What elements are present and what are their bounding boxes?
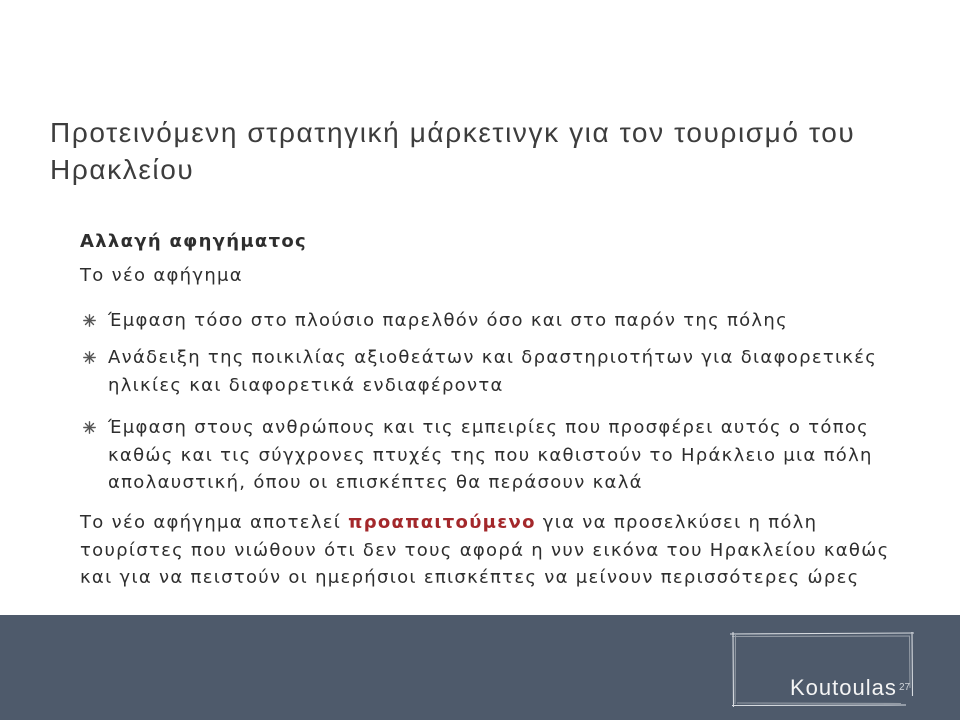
eight-spoked-asterisk-icon [83,314,96,327]
slide-title: Προτεινόμενη στρατηγική μάρκετινγκ για τον τουρισμό του Ηρακλείου [50,117,856,185]
conclusion-text-start: Το νέο αφήγημα αποτελεί [80,512,349,533]
footer-band [0,615,960,720]
bullet-item [108,344,944,399]
logo-wordmark: Koutoulas [790,675,897,700]
section-heading: Αλλαγή αφηγήματος [80,231,307,252]
conclusion-text-end: για να προσελκύσει η πόλη τουρίστες που νιώθουν ότι δεν τους αφορά η νυν εικόνα του Ηρακλείου καθώς και για να πειστούν οι ημερήσιοι επισκέπτες να μείνουν περισσότερες ώρες [80,512,890,588]
bullet-text: Ανάδειξη της ποικιλίας αξιοθεάτων και δραστηριοτήτων για διαφορετικές ηλικίες και διαφορετικά ενδιαφέροντα [108,347,878,396]
bullet-text: Έμφαση τόσο στο πλούσιο παρελθόν όσο και στο παρόν της πόλης [108,310,788,331]
highlighted-term: προαπαιτούμενο [348,512,536,533]
asterisk-spokes [84,352,95,363]
eight-spoked-asterisk-icon [83,351,96,364]
intro-text: Το νέο αφήγημα [80,265,243,286]
eight-spoked-asterisk-icon [83,421,96,434]
conclusion-paragraph [80,509,940,592]
asterisk-spokes [84,422,95,433]
slide-number: 27 [899,682,911,693]
bullet-item [108,414,944,497]
bullet-item [108,307,944,335]
bullet-text: Έμφαση στους ανθρώπους και τις εμπειρίες που προσφέρει αυτός ο τόπος καθώς και τις σύγχρονες πτυχές της που καθιστούν το Ηράκλειο μια πόλη απολαυστική, όπου οι επισκέπτες θα περάσουν καλά [108,417,873,493]
asterisk-spokes [84,315,95,326]
